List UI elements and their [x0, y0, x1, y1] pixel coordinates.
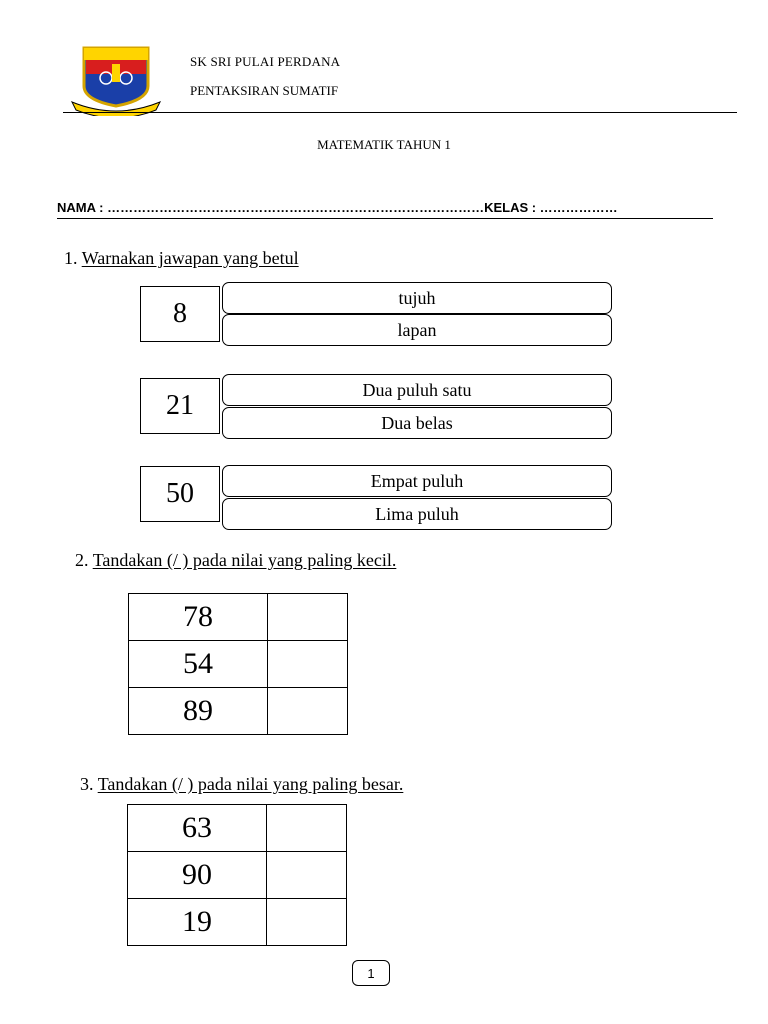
q1-option[interactable]: Lima puluh — [222, 498, 612, 530]
q1-option[interactable]: lapan — [222, 314, 612, 346]
page-number: 1 — [352, 960, 390, 986]
value-cell: 90 — [128, 852, 267, 899]
q1-option[interactable]: Empat puluh — [222, 465, 612, 497]
value-cell: 19 — [128, 899, 267, 946]
question-2-table — [128, 593, 348, 735]
question-2-title — [75, 550, 396, 571]
value-cell: 89 — [129, 688, 268, 735]
question-1-text: Warnakan jawapan yang betul — [81, 248, 299, 268]
value-cell: 63 — [128, 805, 267, 852]
q1-number-box: 8 — [140, 286, 220, 342]
name-divider — [57, 218, 713, 219]
tick-cell[interactable] — [267, 899, 347, 946]
table-row — [129, 688, 348, 735]
question-3-title — [80, 774, 403, 795]
q1-option[interactable]: Dua puluh satu — [222, 374, 612, 406]
question-3-table — [127, 804, 347, 946]
question-2-text: Tandakan (/ ) pada nilai yang paling kecil. — [92, 550, 397, 570]
assessment-title: PENTAKSIRAN SUMATIF — [190, 83, 339, 98]
tick-cell[interactable] — [267, 805, 347, 852]
school-name: SK SRI PULAI PERDANA — [190, 54, 341, 69]
table-row — [128, 899, 347, 946]
question-3-text: Tandakan (/ ) pada nilai yang paling besar. — [97, 774, 404, 794]
value-cell: 54 — [129, 641, 268, 688]
question-1-title — [64, 248, 299, 269]
header-divider — [63, 112, 737, 113]
tick-cell[interactable] — [268, 688, 348, 735]
tick-cell[interactable] — [268, 594, 348, 641]
name-class-field[interactable]: NAMA : ……………………………………………………………………………KELAS : ……………… — [57, 200, 618, 215]
q1-option[interactable]: Dua belas — [222, 407, 612, 439]
tick-cell[interactable] — [268, 641, 348, 688]
value-cell: 78 — [129, 594, 268, 641]
q1-number-box: 21 — [140, 378, 220, 434]
table-row — [128, 852, 347, 899]
q1-number-box: 50 — [140, 466, 220, 522]
table-row — [128, 805, 347, 852]
tick-cell[interactable] — [267, 852, 347, 899]
question-2-number: 2. — [75, 550, 89, 570]
table-row — [129, 641, 348, 688]
subject-title: MATEMATIK TAHUN 1 — [317, 137, 451, 152]
question-1-number: 1. — [64, 248, 78, 268]
question-3-number: 3. — [80, 774, 94, 794]
table-row — [129, 594, 348, 641]
q1-option[interactable]: tujuh — [222, 282, 612, 314]
school-logo — [70, 44, 162, 116]
